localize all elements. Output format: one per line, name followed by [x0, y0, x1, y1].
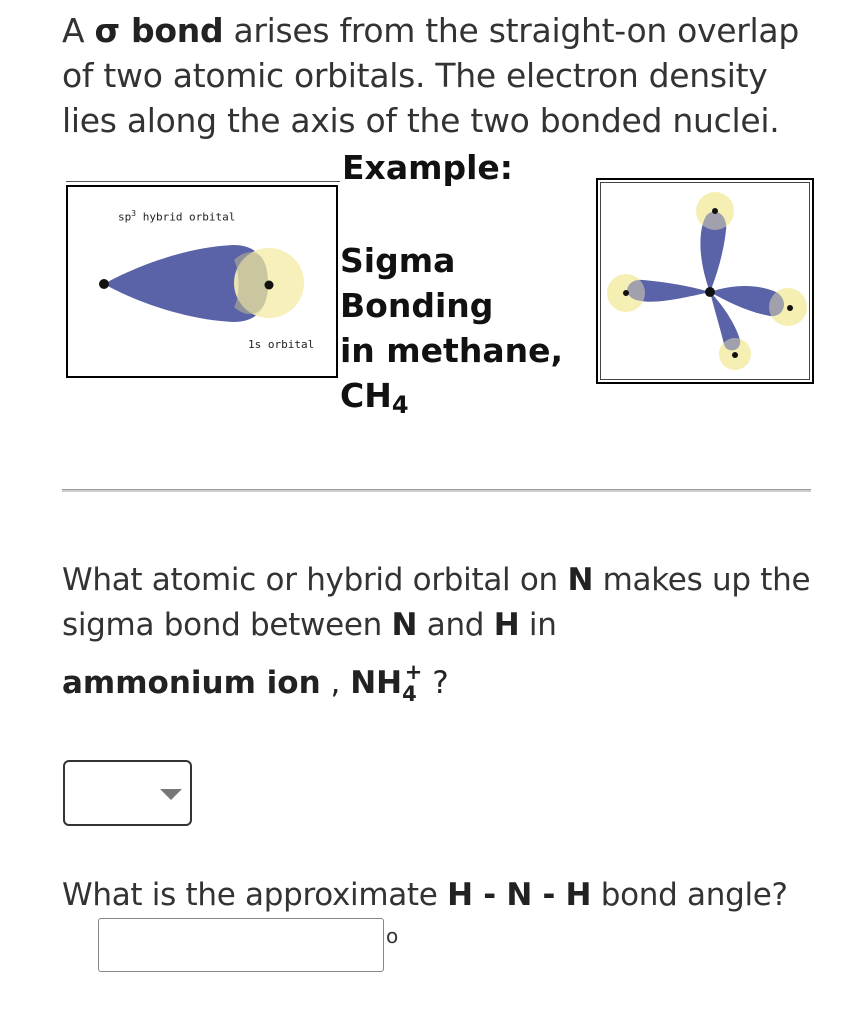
ion-formula: NH [350, 665, 403, 701]
dropdown-arrow-icon[interactable] [160, 789, 182, 800]
atom-n-2: N [391, 607, 418, 643]
carbon-center [705, 287, 715, 297]
overlap-region [234, 252, 268, 314]
sp3-s-overlap-figure [66, 185, 338, 378]
s-orbital-label: 1s orbital [248, 338, 315, 351]
h-nucleus-right [787, 305, 793, 311]
intro-text-start: A [62, 11, 95, 50]
sigma-bonding-caption [340, 238, 563, 428]
methane-diagram [598, 180, 812, 382]
hnh-bond: H - N - H [447, 877, 592, 913]
intro-text-rest: arises from the straight-on overlap of two atomic orbitals. The electron density lies along the axis of the two bonded nuclei. [62, 11, 799, 140]
bond-angle-input[interactable] [98, 918, 384, 972]
section-divider [62, 489, 811, 492]
caption-line-2: Bonding [340, 286, 494, 325]
sigma-bond-term: σ bond [94, 11, 224, 50]
caption-line-1: Sigma [340, 241, 456, 280]
h-nucleus-top [712, 208, 718, 214]
degree-symbol: o [386, 924, 399, 948]
intro-paragraph [62, 8, 822, 143]
atom-h: H [493, 607, 520, 643]
bond-angle-question: What is the approximate H - N - H bond angle? [62, 877, 788, 913]
sp3-orbital-label: $sp^3$ hybrid orbital [118, 209, 236, 224]
orbital-question: What atomic or hybrid orbital on N makes up the sigma bond between N and H in [62, 562, 811, 643]
example-heading: Example: [342, 148, 513, 187]
orbital-answer-dropdown[interactable] [63, 760, 192, 826]
caption-line-3: in methane, [340, 331, 564, 370]
h-nucleus-bottom [732, 352, 738, 358]
hydrogen-nucleus [265, 281, 274, 290]
caption-formula: $CH_4$ [340, 376, 409, 419]
example-underline [66, 181, 340, 182]
ion-name: ammonium ion [62, 665, 321, 701]
h-nucleus-left [623, 290, 629, 296]
methane-figure [596, 178, 814, 384]
atom-n-1: N [567, 562, 594, 598]
ammonium-ion-line: ammonium ion , $NH_4^+$ ? [62, 660, 449, 706]
carbon-nucleus [99, 279, 109, 289]
